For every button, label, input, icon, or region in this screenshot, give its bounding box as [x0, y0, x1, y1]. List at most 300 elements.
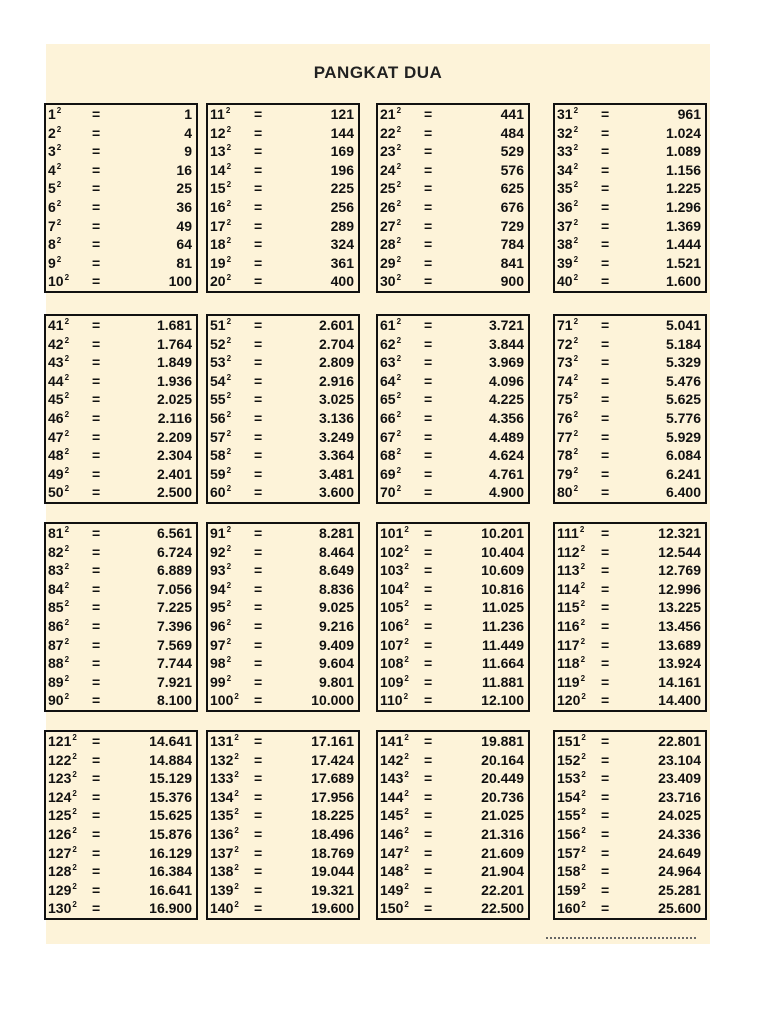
square-base: $22^2$ — [380, 124, 402, 141]
exponent-label: 2 — [573, 180, 579, 190]
square-base: $75^2$ — [557, 391, 579, 408]
equals-sign: = — [254, 673, 263, 690]
exponent-label: 2 — [580, 617, 586, 627]
equals-sign: = — [254, 254, 263, 271]
square-base: $55^2$ — [210, 391, 232, 408]
square-row — [208, 353, 358, 372]
exponent-label: 2 — [56, 180, 62, 190]
exponent-label: 2 — [573, 428, 579, 438]
equals-sign: = — [92, 124, 101, 141]
square-row — [208, 335, 358, 354]
square-base: $148^2$ — [380, 863, 409, 880]
square-value: 6.724 — [156, 543, 192, 560]
exponent-label: 2 — [573, 254, 579, 264]
exponent-label: 2 — [234, 863, 239, 873]
square-row — [555, 825, 705, 844]
exponent-label: 2 — [404, 543, 409, 553]
equals-sign: = — [254, 636, 263, 653]
square-row — [46, 142, 196, 161]
square-base: $144^2$ — [380, 788, 409, 805]
square-row — [208, 409, 358, 428]
equals-sign: = — [92, 599, 101, 616]
exponent-label: 2 — [573, 335, 579, 345]
exponent-label: 2 — [404, 733, 409, 742]
exponent-label: 2 — [581, 788, 586, 798]
equals-sign: = — [424, 863, 433, 880]
exponent-label: 2 — [64, 617, 70, 627]
square-value: 1.681 — [156, 317, 192, 333]
square-row — [378, 161, 528, 180]
square-base: $13^2$ — [210, 143, 232, 160]
square-base: $129^2$ — [48, 881, 77, 898]
equals-sign: = — [92, 751, 101, 768]
equals-sign: = — [92, 273, 101, 290]
square-base: $32^2$ — [557, 124, 579, 141]
equals-sign: = — [424, 692, 433, 709]
square-base: $15^2$ — [210, 180, 232, 197]
equals-sign: = — [601, 106, 610, 122]
square-row — [208, 428, 358, 447]
square-row — [555, 124, 705, 143]
square-row — [46, 428, 196, 447]
square-value: 2.916 — [318, 372, 354, 389]
square-base: $119^2$ — [557, 673, 586, 690]
equals-sign: = — [424, 409, 433, 426]
equals-sign: = — [92, 391, 101, 408]
square-row — [46, 899, 196, 918]
square-row — [555, 654, 705, 673]
square-value: 1.296 — [665, 198, 701, 215]
exponent-label: 2 — [64, 599, 70, 609]
equals-sign: = — [254, 484, 263, 501]
square-value: 15.625 — [149, 807, 192, 824]
exponent-label: 2 — [56, 143, 62, 153]
square-value: 9.801 — [318, 673, 354, 690]
square-row — [555, 198, 705, 217]
square-value: 14.641 — [149, 733, 192, 749]
exponent-label: 2 — [234, 825, 239, 835]
exponent-label: 2 — [404, 562, 409, 572]
square-base: $101^2$ — [380, 525, 409, 541]
square-value: 2.304 — [156, 447, 192, 464]
exponent-label: 2 — [396, 335, 402, 345]
square-value: 441 — [500, 106, 524, 122]
square-base: $154^2$ — [557, 788, 586, 805]
square-value: 19.881 — [481, 733, 524, 749]
exponent-label: 2 — [64, 335, 70, 345]
exponent-label: 2 — [404, 807, 409, 817]
equals-sign: = — [254, 273, 263, 290]
exponent-label: 2 — [226, 317, 232, 326]
square-row — [378, 598, 528, 617]
equals-sign: = — [92, 143, 101, 160]
square-row — [208, 580, 358, 599]
square-base: $66^2$ — [380, 409, 402, 426]
square-row — [378, 636, 528, 655]
exponent-label: 2 — [396, 236, 402, 246]
square-row — [208, 825, 358, 844]
exponent-label: 2 — [64, 580, 70, 590]
square-row — [378, 543, 528, 562]
square-base: $102^2$ — [380, 543, 409, 560]
square-base: $76^2$ — [557, 409, 579, 426]
equals-sign: = — [254, 217, 263, 234]
square-row — [208, 105, 358, 124]
square-base: $124^2$ — [48, 788, 77, 805]
square-value: 6.889 — [156, 562, 192, 579]
squares-block — [206, 314, 360, 504]
square-value: 2.601 — [318, 317, 354, 333]
square-row — [208, 862, 358, 881]
exponent-label: 2 — [56, 161, 62, 171]
square-value: 10.000 — [311, 692, 354, 709]
square-value: 1.936 — [156, 372, 192, 389]
square-row — [555, 881, 705, 900]
exponent-label: 2 — [56, 124, 62, 134]
equals-sign: = — [424, 900, 433, 917]
square-value: 14.400 — [658, 692, 701, 709]
equals-sign: = — [601, 788, 610, 805]
equals-sign: = — [601, 484, 610, 501]
equals-sign: = — [424, 525, 433, 541]
square-base: $86^2$ — [48, 617, 70, 634]
square-value: 5.625 — [665, 391, 701, 408]
square-value: 5.929 — [665, 428, 701, 445]
equals-sign: = — [254, 617, 263, 634]
exponent-label: 2 — [404, 599, 409, 609]
square-value: 6.241 — [665, 465, 701, 482]
exponent-label: 2 — [225, 106, 231, 115]
equals-sign: = — [424, 143, 433, 160]
exponent-label: 2 — [579, 525, 585, 534]
square-row — [46, 654, 196, 673]
square-row — [46, 543, 196, 562]
exponent-label: 2 — [226, 254, 232, 264]
square-row — [378, 806, 528, 825]
square-base: $17^2$ — [210, 217, 232, 234]
square-base: $143^2$ — [380, 770, 409, 787]
square-row — [208, 598, 358, 617]
square-value: 3.844 — [488, 335, 524, 352]
exponent-label: 2 — [226, 484, 232, 494]
exponent-label: 2 — [573, 106, 579, 115]
exponent-label: 2 — [403, 692, 409, 702]
square-row — [378, 272, 528, 291]
exponent-label: 2 — [226, 236, 232, 246]
square-base: $93^2$ — [210, 562, 232, 579]
square-base: $113^2$ — [557, 562, 586, 579]
square-base: $116^2$ — [557, 617, 586, 634]
square-row — [555, 732, 705, 751]
square-base: $96^2$ — [210, 617, 232, 634]
square-value: 2.116 — [157, 409, 192, 426]
equals-sign: = — [424, 447, 433, 464]
square-row — [208, 217, 358, 236]
square-base: $62^2$ — [380, 335, 402, 352]
square-row — [46, 161, 196, 180]
exponent-label: 2 — [56, 236, 62, 246]
exponent-label: 2 — [581, 863, 586, 873]
exponent-label: 2 — [581, 825, 586, 835]
square-row — [378, 198, 528, 217]
square-value: 64 — [176, 236, 192, 253]
square-row — [378, 580, 528, 599]
exponent-label: 2 — [404, 655, 409, 665]
square-base: $125^2$ — [48, 807, 77, 824]
square-base: $94^2$ — [210, 580, 232, 597]
exponent-label: 2 — [396, 273, 402, 283]
square-value: 36 — [176, 198, 192, 215]
equals-sign: = — [254, 428, 263, 445]
square-row — [555, 235, 705, 254]
equals-sign: = — [424, 543, 433, 560]
equals-sign: = — [601, 447, 610, 464]
square-row — [378, 428, 528, 447]
square-base: $16^2$ — [210, 198, 232, 215]
square-row — [208, 316, 358, 335]
page-sheet — [46, 44, 710, 944]
square-value: 3.969 — [488, 354, 524, 371]
square-row — [46, 881, 196, 900]
square-value: 25.281 — [658, 881, 701, 898]
square-value: 22.801 — [658, 733, 701, 749]
square-row — [208, 691, 358, 710]
equals-sign: = — [601, 636, 610, 653]
equals-sign: = — [424, 161, 433, 178]
page-title: PANGKAT DUA — [313, 63, 443, 82]
exponent-label: 2 — [396, 391, 402, 401]
exponent-label: 2 — [56, 254, 62, 264]
square-row — [378, 561, 528, 580]
square-base: $59^2$ — [210, 465, 232, 482]
square-row — [208, 673, 358, 692]
square-base: $21^2$ — [380, 106, 402, 122]
square-base: $103^2$ — [380, 562, 409, 579]
square-value: 3.600 — [318, 484, 354, 501]
square-value: 11.881 — [481, 673, 524, 690]
square-base: $69^2$ — [380, 465, 402, 482]
exponent-label: 2 — [234, 788, 239, 798]
square-value: 3.136 — [318, 409, 354, 426]
square-base: $42^2$ — [48, 335, 70, 352]
exponent-label: 2 — [573, 484, 579, 494]
square-value: 19.600 — [311, 900, 354, 917]
square-row — [46, 198, 196, 217]
equals-sign: = — [254, 236, 263, 253]
square-value: 17.424 — [311, 751, 354, 768]
square-value: 15.376 — [149, 788, 192, 805]
square-row — [555, 673, 705, 692]
equals-sign: = — [92, 372, 101, 389]
square-base: $30^2$ — [380, 273, 402, 290]
square-row — [208, 617, 358, 636]
square-row — [208, 899, 358, 918]
square-row — [555, 524, 705, 543]
square-value: 8.836 — [318, 580, 354, 597]
equals-sign: = — [92, 543, 101, 560]
equals-sign: = — [601, 124, 610, 141]
equals-sign: = — [92, 317, 101, 333]
square-base: $5^2$ — [48, 180, 62, 197]
square-value: 16.384 — [149, 863, 192, 880]
equals-sign: = — [254, 543, 263, 560]
equals-sign: = — [92, 428, 101, 445]
square-base: $47^2$ — [48, 428, 70, 445]
square-value: 361 — [330, 254, 354, 271]
square-base: $49^2$ — [48, 465, 70, 482]
equals-sign: = — [424, 180, 433, 197]
square-base: $139^2$ — [210, 881, 239, 898]
square-base: $90^2$ — [48, 692, 70, 709]
equals-sign: = — [254, 733, 263, 749]
square-value: 25.600 — [658, 900, 701, 917]
square-row — [378, 446, 528, 465]
square-base: $135^2$ — [210, 807, 239, 824]
square-row — [46, 751, 196, 770]
equals-sign: = — [254, 825, 263, 842]
square-row — [46, 524, 196, 543]
equals-sign: = — [424, 236, 433, 253]
equals-sign: = — [424, 465, 433, 482]
equals-sign: = — [92, 900, 101, 917]
equals-sign: = — [424, 655, 433, 672]
square-base: $71^2$ — [557, 317, 579, 333]
equals-sign: = — [601, 217, 610, 234]
square-base: $134^2$ — [210, 788, 239, 805]
exponent-label: 2 — [72, 900, 77, 910]
square-value: 7.744 — [156, 655, 192, 672]
exponent-label: 2 — [396, 180, 402, 190]
square-value: 4.356 — [488, 409, 524, 426]
square-value: 21.316 — [481, 825, 524, 842]
equals-sign: = — [92, 236, 101, 253]
square-base: $10^2$ — [48, 273, 70, 290]
square-base: $82^2$ — [48, 543, 70, 560]
square-value: 6.084 — [665, 447, 701, 464]
square-value: 729 — [500, 217, 524, 234]
equals-sign: = — [424, 881, 433, 898]
exponent-label: 2 — [226, 636, 232, 646]
exponent-label: 2 — [404, 617, 409, 627]
square-value: 21.904 — [481, 863, 524, 880]
square-row — [46, 617, 196, 636]
exponent-label: 2 — [396, 106, 402, 115]
square-row — [46, 691, 196, 710]
squares-block — [376, 103, 530, 293]
exponent-label: 2 — [573, 409, 579, 419]
square-base: $19^2$ — [210, 254, 232, 271]
square-row — [378, 617, 528, 636]
square-base: $40^2$ — [557, 273, 579, 290]
equals-sign: = — [254, 655, 263, 672]
square-base: $31^2$ — [557, 106, 579, 122]
square-value: 784 — [500, 236, 524, 253]
square-row — [46, 465, 196, 484]
square-row — [46, 769, 196, 788]
square-value: 3.481 — [318, 465, 354, 482]
equals-sign: = — [424, 372, 433, 389]
equals-sign: = — [424, 636, 433, 653]
square-row — [378, 105, 528, 124]
square-row — [555, 862, 705, 881]
square-value: 8.464 — [318, 543, 354, 560]
square-base: $3^2$ — [48, 143, 62, 160]
equals-sign: = — [601, 254, 610, 271]
square-row — [208, 390, 358, 409]
square-row — [378, 217, 528, 236]
exponent-label: 2 — [72, 844, 77, 854]
exponent-label: 2 — [396, 447, 402, 457]
equals-sign: = — [601, 409, 610, 426]
equals-sign: = — [601, 599, 610, 616]
equals-sign: = — [424, 217, 433, 234]
square-value: 20.449 — [481, 770, 524, 787]
exponent-label: 2 — [396, 143, 402, 153]
square-value: 7.569 — [156, 636, 192, 653]
exponent-label: 2 — [72, 751, 77, 761]
equals-sign: = — [254, 525, 263, 541]
square-row — [46, 409, 196, 428]
exponent-label: 2 — [396, 217, 402, 227]
square-value: 11.236 — [481, 617, 524, 634]
square-base: $38^2$ — [557, 236, 579, 253]
equals-sign: = — [424, 391, 433, 408]
exponent-label: 2 — [226, 580, 232, 590]
square-base: $72^2$ — [557, 335, 579, 352]
square-value: 324 — [330, 236, 354, 253]
square-base: $50^2$ — [48, 484, 70, 501]
equals-sign: = — [92, 692, 101, 709]
exponent-label: 2 — [573, 236, 579, 246]
exponent-label: 2 — [580, 636, 586, 646]
exponent-label: 2 — [56, 198, 62, 208]
square-base: $51^2$ — [210, 317, 232, 333]
squares-block — [553, 522, 707, 712]
square-base: $141^2$ — [380, 733, 409, 749]
square-value: 24.649 — [658, 844, 701, 861]
square-row — [378, 691, 528, 710]
squares-block — [206, 522, 360, 712]
exponent-label: 2 — [396, 317, 402, 326]
equals-sign: = — [424, 254, 433, 271]
equals-sign: = — [92, 733, 101, 749]
equals-sign: = — [92, 198, 101, 215]
square-base: $58^2$ — [210, 447, 232, 464]
square-value: 1.369 — [665, 217, 701, 234]
squares-block — [553, 730, 707, 920]
equals-sign: = — [601, 825, 610, 842]
square-base: $150^2$ — [380, 900, 409, 917]
square-value: 13.456 — [658, 617, 701, 634]
square-row — [555, 372, 705, 391]
exponent-label: 2 — [226, 354, 232, 364]
square-base: $128^2$ — [48, 863, 77, 880]
square-value: 1.156 — [665, 161, 701, 178]
square-base: $56^2$ — [210, 409, 232, 426]
exponent-label: 2 — [226, 562, 232, 572]
square-base: $111^2$ — [557, 525, 585, 541]
square-base: $104^2$ — [380, 580, 409, 597]
square-row — [555, 142, 705, 161]
square-value: 23.716 — [658, 788, 701, 805]
exponent-label: 2 — [580, 599, 586, 609]
square-value: 1.089 — [665, 143, 701, 160]
square-base: $109^2$ — [380, 673, 409, 690]
exponent-label: 2 — [226, 447, 232, 457]
square-base: $142^2$ — [380, 751, 409, 768]
equals-sign: = — [92, 106, 101, 122]
square-value: 1.024 — [665, 124, 701, 141]
